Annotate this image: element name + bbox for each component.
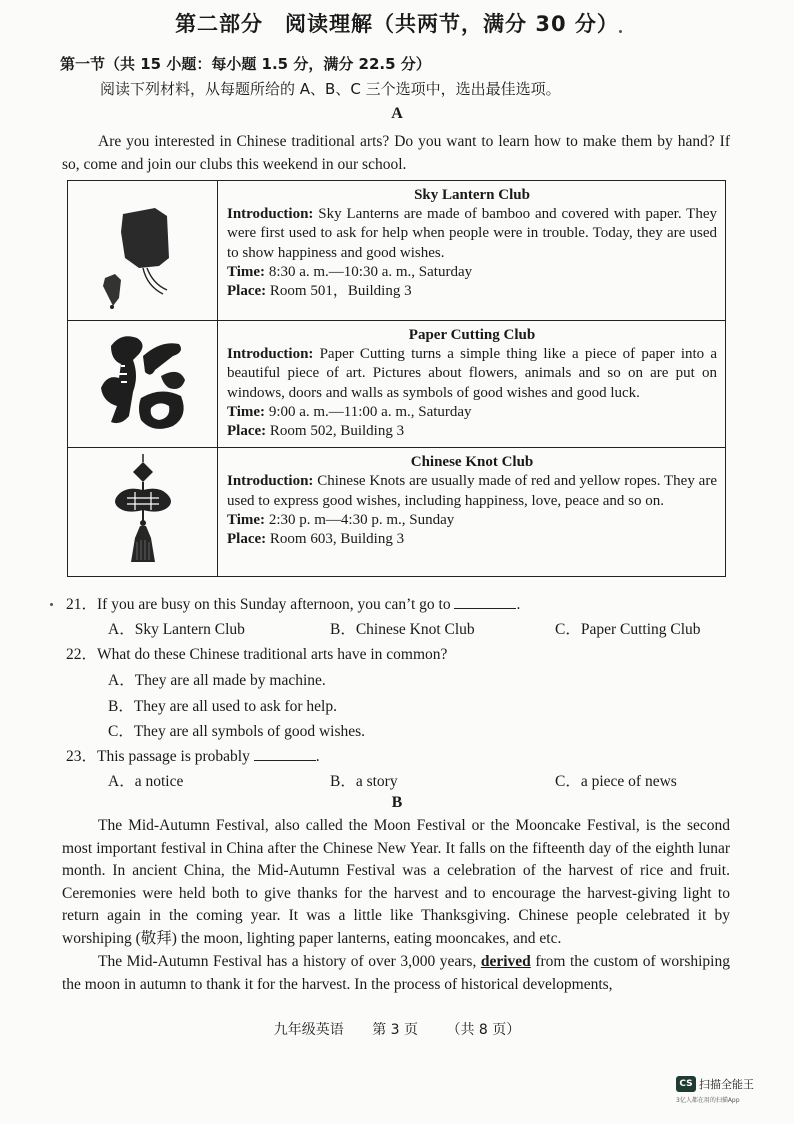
club-image-cell	[68, 321, 218, 448]
club-row-chinese-knot	[68, 448, 726, 577]
scan-speck	[50, 603, 53, 606]
club-introduction: Introduction: Chinese Knots are usually made of red and yellow ropes. They are used to express good wishes, including happiness, love, peace and so on.	[227, 473, 717, 509]
scan-speck	[619, 30, 622, 33]
club-name: Chinese Knot Club	[410, 454, 534, 471]
club-info-cell	[218, 321, 726, 448]
option-21-b[interactable]: B．Chinese Knot Club	[330, 621, 475, 638]
question-22	[66, 642, 447, 664]
part-title: 第二部分 阅读理解（共两节，满分 30 分）	[175, 12, 619, 36]
option-22-c[interactable]: C．They are all symbols of good wishes.	[108, 723, 366, 740]
question-number: 22．	[66, 646, 98, 663]
watermark-name: 扫描全能王	[699, 1078, 754, 1092]
club-name: Sky Lantern Club	[414, 187, 530, 203]
club-introduction: Introduction: Sky Lanterns are made of bamboo and covered with paper. They were first used to ask for help when people were in trouble. Today, they are used to show happiness and good wishes.	[227, 206, 717, 261]
question-number: 21．	[66, 596, 98, 613]
answer-blank[interactable]	[254, 746, 316, 761]
watermark-tagline: 3亿人都在用的扫描App	[676, 1097, 740, 1104]
answer-blank[interactable]	[454, 594, 516, 609]
club-image-cell	[68, 448, 218, 577]
option-21-a[interactable]: A．Sky Lantern Club	[108, 621, 245, 638]
camscanner-logo-icon: CS	[676, 1076, 696, 1092]
club-time: Time: 8:30 a. m.—10:30 a. m., Saturday	[227, 263, 473, 280]
option-23-b[interactable]: B．a story	[330, 773, 398, 790]
paper-cutting-icon	[81, 326, 205, 438]
footer-subject: 九年级英语	[273, 1022, 344, 1038]
club-place: Place: Room 502, Building 3	[227, 423, 405, 440]
question-stem: What do these Chinese traditional arts have in common?	[97, 646, 448, 663]
passage-b-paragraph-2: The Mid-Autumn Festival has a history of over 3,000 years, derived from the custom of worshiping the moon in autumn to thank it for the harvest. In the process of historical developments,	[62, 953, 730, 993]
club-row-paper-cutting	[68, 321, 726, 448]
club-time: Time: 2:30 p. m—4:30 p. m., Sunday	[227, 511, 455, 528]
question-stem: If you are busy on this Sunday afternoon, you can’t go to	[97, 596, 455, 613]
question-21: 21．If you are busy on this Sunday afternoon, you can’t go to .	[66, 596, 521, 613]
club-place: Place: Room 501，Building 3	[227, 283, 412, 300]
question-number: 23．	[66, 748, 98, 765]
club-info-cell	[218, 181, 726, 321]
clubs-table	[67, 180, 726, 577]
passage-a-heading: A	[391, 105, 403, 122]
option-22-a[interactable]: A．They are all made by machine.	[108, 672, 326, 689]
club-info-cell	[218, 448, 726, 577]
keyword-derived: derived	[480, 953, 531, 970]
passage-a-intro-text: Are you interested in Chinese traditional arts? Do you want to learn how to make them by hand? If so, come and join our clubs this weekend in our school.	[62, 133, 730, 173]
page-footer	[0, 1019, 794, 1039]
passage-a-intro	[62, 131, 730, 176]
option-23-a[interactable]: A．a notice	[108, 773, 184, 790]
club-time: Time: 9:00 a. m.—11:00 a. m., Saturday	[227, 403, 472, 420]
footer-total: （共 8 页）	[446, 1022, 521, 1038]
chinese-knot-icon	[103, 452, 183, 567]
section-heading: 第一节（共 15 小题：每小题 1.5 分，满分 22.5 分）	[60, 55, 431, 73]
sky-lantern-icon	[83, 186, 203, 311]
club-introduction: Introduction: Paper Cutting turns a simple thing like a piece of paper into a beautiful piece of art. Pictures about flowers, animals and so on are put on windows, doors and walls as symbols of good wishes and good luck.	[227, 346, 717, 401]
club-place: Place: Room 603, Building 3	[227, 531, 405, 548]
option-22-b[interactable]: B．They are all used to ask for help.	[108, 698, 337, 715]
question-stem: This passage is probably	[97, 748, 254, 765]
club-row-sky-lantern	[68, 181, 726, 321]
footer-page: 第 3 页	[372, 1022, 418, 1038]
passage-b-heading: B	[391, 794, 403, 811]
club-name: Paper Cutting Club	[408, 327, 536, 343]
instructions: 阅读下列材料，从每题所给的 A、B、C 三个选项中，选出最佳选项。	[100, 80, 561, 98]
scanner-watermark	[676, 1075, 754, 1104]
club-image-cell	[68, 181, 218, 321]
passage-b-paragraph-1: The Mid-Autumn Festival, also called the Moon Festival or the Mooncake Festival, is the second most important festival in China after the Chinese New Year. It falls on the fifteenth day of the eighth lunar month. In ancient China, the Mid-Autumn Festival was a celebration of the harvest of rice and fruit. Ceremonies were held both to give thanks for the harvest and to encourage the harvest-giving light to return again in the coming year. It was a little like Thanksgiving. Chinese people celebrated it by worshiping (敬拜) the moon, lighting paper lanterns, eating mooncakes, and etc.	[62, 817, 730, 947]
option-23-c[interactable]: C．a piece of news	[555, 773, 677, 790]
question-23: 23．This passage is probably .	[66, 748, 320, 765]
option-21-c[interactable]: C．Paper Cutting Club	[555, 621, 701, 638]
